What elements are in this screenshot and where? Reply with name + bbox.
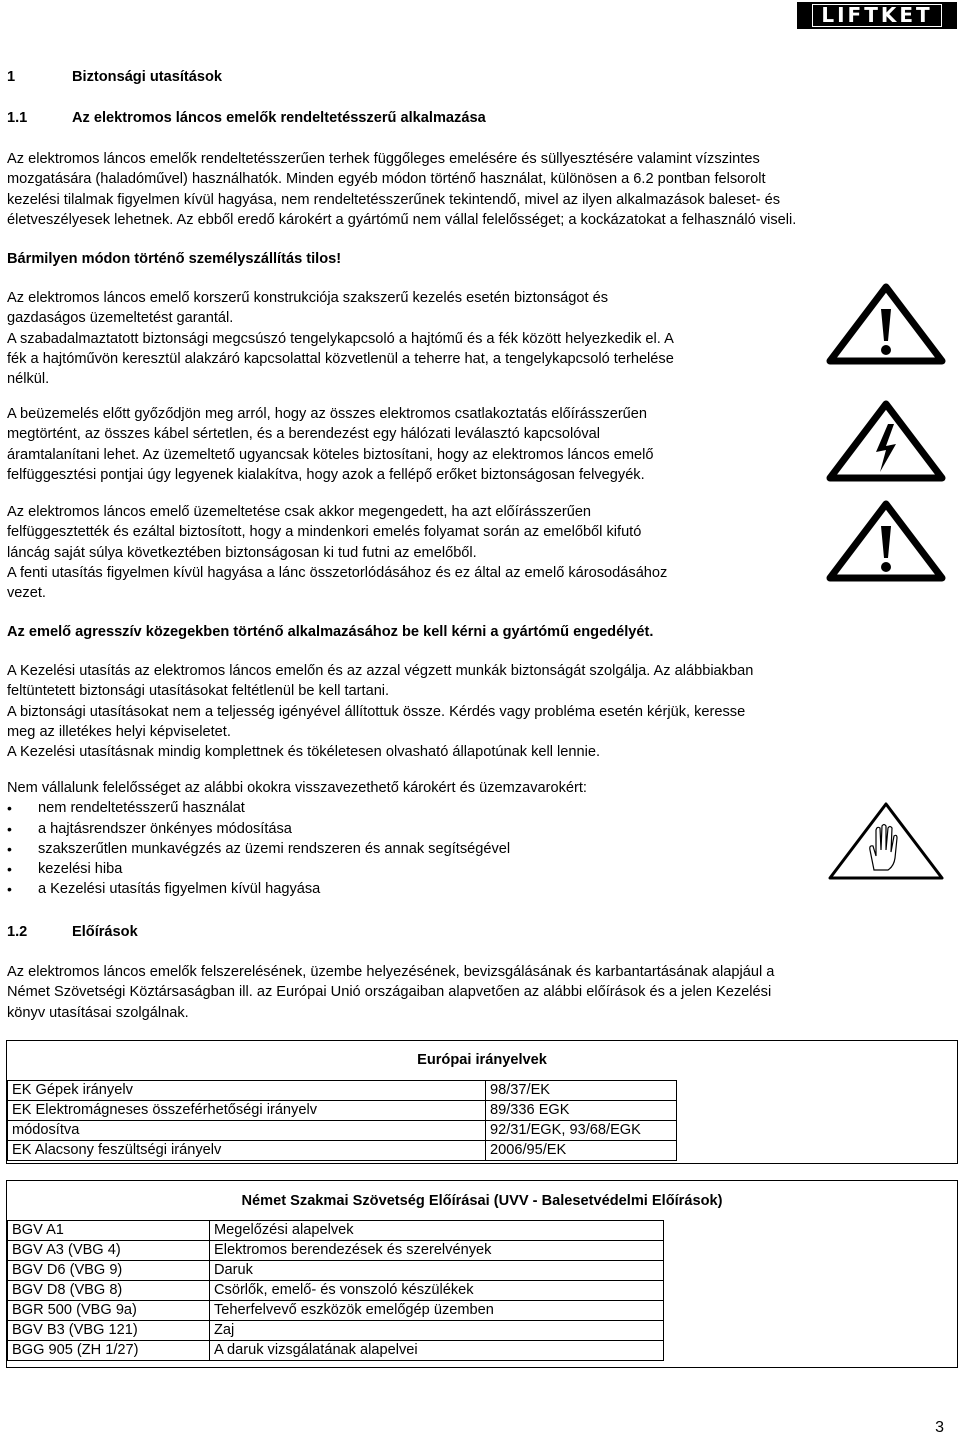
table-row — [8, 1321, 664, 1341]
table-cell: BGV B3 (VBG 121) — [8, 1321, 210, 1341]
table-cell: EK Alacsony feszültségi irányelv — [8, 1141, 486, 1161]
text-line: vezet. — [7, 585, 46, 602]
electrical-hazard-icon — [826, 400, 946, 482]
eu-directives-title: Európai irányelvek — [417, 1052, 547, 1068]
hand-warning-icon — [826, 800, 946, 882]
table-cell: Csörlők, emelő- és vonszoló készülékek — [210, 1281, 664, 1301]
uvv-regulations-title: Német Szakmai Szövetség Előírásai (UVV - Balesetvédelmi Előírások) — [241, 1193, 723, 1209]
warning-exclamation-icon — [826, 500, 946, 582]
table-cell: BGG 905 (ZH 1/27) — [8, 1341, 210, 1361]
liability-intro: Nem vállalunk felelősséget az alábbi okokra visszavezethető károkért és üzemzavarokért: — [7, 780, 587, 796]
table-row — [8, 1121, 677, 1141]
text-line: A Kezelési utasításnak mindig komplettnek és tökéletesen olvasható állapotúnak kell lennie. — [7, 744, 601, 761]
text-line: Az elektromos láncos emelő üzemeltetése csak akkor megengedett, ha azt előírásszerűen — [7, 504, 592, 520]
table-cell: BGV A1 — [8, 1221, 210, 1241]
table-cell: BGV D8 (VBG 8) — [8, 1281, 210, 1301]
logo-text: LIFTKET — [812, 4, 941, 27]
text-line: A fenti utasítás figyelmen kívül hagyása a lánc összetorlódásához és ez által az emelő károsodásához — [7, 564, 668, 581]
table-row — [8, 1141, 677, 1161]
list-item: • szakszerűtlen munkavégzés az üzemi rendszeren és annak segítségével — [7, 839, 957, 859]
section-title: Az elektromos láncos emelők rendeltetésszerű alkalmazása — [72, 110, 486, 126]
table-row — [8, 1261, 664, 1281]
text-line: kezelési tilalmak figyelmen kívül hagyása, nem rendeltetésszerűnek tekintendő, mivel az ilyen alkalmazások baleset- és — [7, 191, 781, 208]
liability-section — [7, 778, 957, 900]
text-line: felfüggesztési pontjai úgy legyenek kialakítva, hogy azok a fellépő erőket biztonságosan felvegyék. — [7, 466, 645, 483]
text-line: Német Szövetségi Köztársaságban ill. az Európai Unió országaiban alapvetően az alábbi előírások és a jelen Kezelési — [7, 984, 772, 1001]
table-cell: EK Gépek irányelv — [8, 1081, 486, 1101]
table-cell: Elektromos berendezések és szerelvények — [210, 1241, 664, 1261]
uvv-regulations-table — [7, 1220, 664, 1361]
text-line: A Kezelési utasítás az elektromos láncos emelőn és az azzal végzett munkák biztonságát szolgálja. Az alábbiakban — [7, 663, 754, 679]
text-line: meg az illetékes helyi képviseletet. — [7, 723, 231, 740]
text-line: Az elektromos láncos emelő korszerű konstrukciója szakszerű kezelés esetén biztonságot és — [7, 290, 609, 306]
intended-use-paragraph — [7, 149, 957, 230]
table-row — [8, 1281, 664, 1301]
table-cell: módosítva — [8, 1121, 486, 1141]
section-1-2-heading — [7, 922, 957, 942]
passenger-transport-warning: Bármilyen módon történő személyszállítás tilos! — [7, 251, 342, 267]
section-title: Előírások — [72, 924, 138, 940]
table-row — [8, 1221, 664, 1241]
text-line: mozgatására (haladóművel) használhatók. Minden egyéb módon történő használat, különösen a 6.2 pontban felsorolt — [7, 171, 766, 188]
construction-paragraph — [7, 288, 812, 389]
operation-paragraph — [7, 502, 812, 603]
text-line: könyv utasításai szolgálnak. — [7, 1004, 189, 1021]
table-cell: 2006/95/EK — [486, 1141, 677, 1161]
section-title: Biztonsági utasítások — [72, 69, 223, 85]
text-line: A beüzemelés előtt győződjön meg arról, hogy az összes elektromos csatlakoztatás előírásszerűen — [7, 406, 648, 422]
section-number: 1 — [7, 69, 16, 85]
text-line: gazdaságos üzemeltetést garantál. — [7, 310, 234, 327]
table-row — [8, 1301, 664, 1321]
text-line: feltüntetett biztonsági utasításokat feltétlenül be kell tartani. — [7, 683, 390, 700]
table-cell: 89/336 EGK — [486, 1101, 677, 1121]
text-line: fék a hajtóművön keresztül alakzáró kapcsolattal közvetlenül a teherre hat, a tengelykapcsoló terhelése — [7, 350, 674, 367]
table-row — [8, 1101, 677, 1121]
manual-purpose-paragraph — [7, 661, 957, 762]
section-1-1-heading — [7, 108, 957, 128]
text-line: láncág saját súlya következtében biztonságosan ki tud futni az emelőből. — [7, 544, 477, 561]
table-cell: 98/37/EK — [486, 1081, 677, 1101]
table-cell: Daruk — [210, 1261, 664, 1281]
regulations-paragraph — [7, 962, 957, 1023]
table-cell: Megelőzési alapelvek — [210, 1221, 664, 1241]
table-cell: EK Elektromágneses összeférhetőségi irányelv — [8, 1101, 486, 1121]
table-cell: BGV D6 (VBG 9) — [8, 1261, 210, 1281]
section-number: 1.2 — [7, 924, 28, 940]
text-line: felfüggesztették és ezáltal biztosított, hogy a mindenkori emelés folyamat során az emelőből kifutó — [7, 524, 642, 541]
table-row — [8, 1341, 664, 1361]
table-cell: Zaj — [210, 1321, 664, 1341]
table-cell: 92/31/EGK, 93/68/EGK — [486, 1121, 677, 1141]
list-item: • a Kezelési utasítás figyelmen kívül hagyása — [7, 879, 957, 899]
aggressive-media-note: Az emelő agresszív közegekben történő alkalmazásához be kell kérni a gyártómű engedélyét. — [7, 624, 654, 640]
table-row — [8, 1241, 664, 1261]
text-line: életveszélyesek lehetnek. Az ebből eredő károkért a gyártómű nem vállal felelősséget; a kockázatokat a felhasználó viseli. — [7, 211, 797, 228]
table-cell: BGR 500 (VBG 9a) — [8, 1301, 210, 1321]
liability-list — [7, 798, 957, 899]
warning-exclamation-icon — [826, 283, 946, 365]
text-line: A biztonsági utasításokat nem a teljesség igényével állítottuk össze. Kérdés vagy probléma esetén kérjük, keresse — [7, 703, 746, 720]
table-cell: A daruk vizsgálatának alapelvei — [210, 1341, 664, 1361]
table-row — [8, 1081, 677, 1101]
liftket-logo — [797, 2, 957, 29]
list-item: • kezelési hiba — [7, 859, 957, 879]
list-item: • a hajtásrendszer önkényes módosítása — [7, 819, 957, 839]
commissioning-paragraph — [7, 404, 812, 485]
section-number: 1.1 — [7, 110, 28, 126]
text-line: áramtalanítani lehet. Az üzemeltető ugyancsak köteles biztosítani, hogy az elektromos láncos emelő — [7, 446, 654, 463]
text-line: nélkül. — [7, 371, 50, 388]
page-number: 3 — [935, 1419, 944, 1436]
eu-directives-table — [7, 1080, 677, 1161]
eu-directives-box — [6, 1040, 958, 1164]
text-line: A szabadalmaztatott biztonsági megcsúszó tengelykapcsoló a hajtómű és a fék között helyezkedik el. A — [7, 330, 674, 347]
section-1-heading — [7, 67, 957, 87]
text-line: megtörtént, az összes kábel sértetlen, és a berendezést egy hálózati leválasztó kapcsolóval — [7, 426, 600, 443]
table-cell: BGV A3 (VBG 4) — [8, 1241, 210, 1261]
table-cell: Teherfelvevő eszközök emelőgép üzemben — [210, 1301, 664, 1321]
text-line: Az elektromos láncos emelők rendeltetésszerűen terhek függőleges emelésére és süllyesztésére valamint vízszintes — [7, 151, 760, 167]
list-item: • nem rendeltetésszerű használat — [7, 798, 957, 818]
text-line: Az elektromos láncos emelők felszerelésének, üzembe helyezésének, bevizsgálásának és karbantartásának alapjául a — [7, 964, 775, 980]
uvv-regulations-box — [6, 1180, 958, 1368]
